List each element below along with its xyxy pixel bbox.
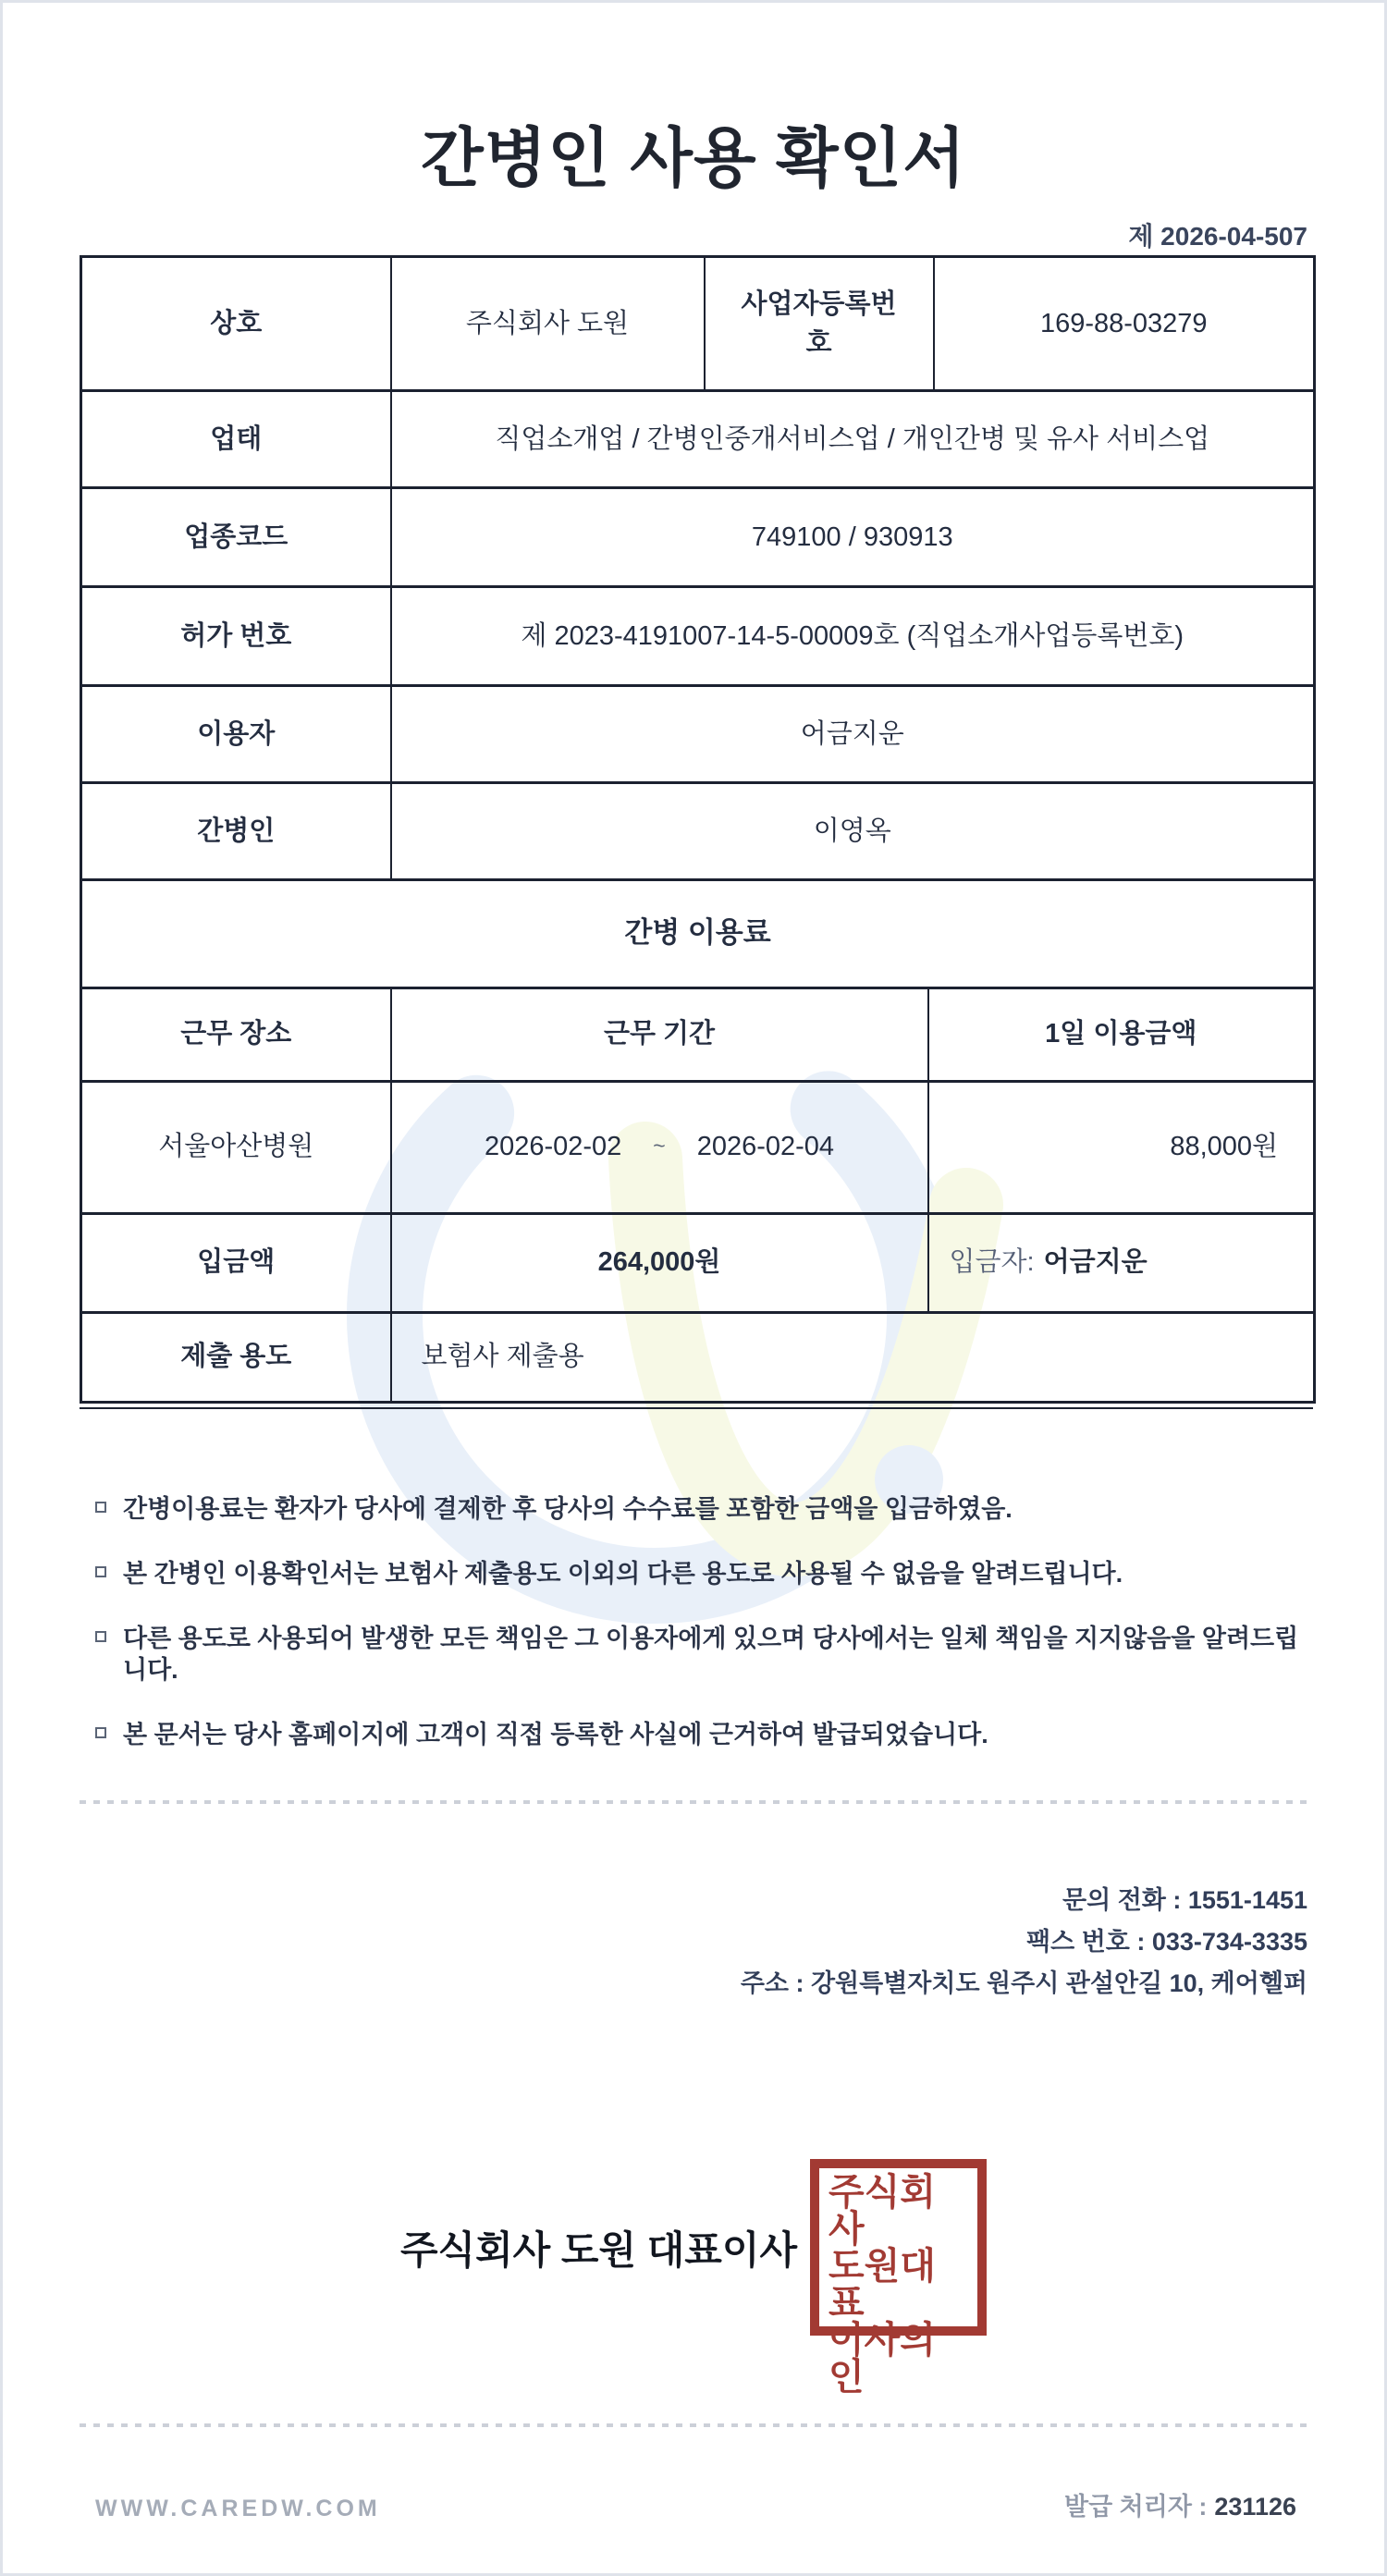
daily-fee-header: 1일 이용금액 bbox=[928, 987, 1315, 1081]
company-name-value: 주식회사 도원 bbox=[391, 257, 705, 391]
ceo-signature-text: 주식회사 도원 대표이사 bbox=[399, 2227, 798, 2272]
business-type-value: 직업소개업 / 간병인중개서비스업 / 개인간병 및 유사 서비스업 bbox=[391, 391, 1315, 488]
table-row bbox=[81, 1213, 1315, 1312]
issuer-info bbox=[1064, 2486, 1296, 2522]
stamp-text-row: 주식회사 bbox=[829, 2172, 936, 2250]
table-row bbox=[81, 686, 1315, 783]
dotted-divider-bottom bbox=[80, 2423, 1307, 2427]
note-text: 다른 용도로 사용되어 발생한 모든 책임은 그 이용자에게 있으며 당사에서는 일체 책임을 지지않음을 알려드립니다. bbox=[123, 1625, 1299, 1684]
square-bullet-icon bbox=[95, 1502, 106, 1513]
contact-phone: 문의 전화 : 1551-1451 bbox=[1062, 1886, 1307, 1914]
table-row bbox=[81, 1312, 1315, 1402]
business-code-label: 업종코드 bbox=[81, 488, 391, 587]
purpose-value: 보험사 제출용 bbox=[391, 1312, 1315, 1402]
company-name-label: 상호 bbox=[81, 257, 391, 391]
document-content bbox=[3, 3, 1384, 2573]
notes-list bbox=[95, 1493, 1307, 1784]
table-row bbox=[81, 987, 1315, 1081]
certificate-tables bbox=[80, 255, 1313, 1409]
document-number: 제 2026-04-507 bbox=[1128, 222, 1307, 251]
license-no-value: 제 2023-4191007-14-5-00009호 (직업소개사업등록번호) bbox=[391, 587, 1315, 686]
table-row bbox=[81, 783, 1315, 880]
business-code-value: 749100 / 930913 bbox=[391, 488, 1315, 587]
square-bullet-icon bbox=[95, 1566, 106, 1577]
deposit-label: 입금액 bbox=[81, 1213, 391, 1312]
stamp-text-row: 이사의인 bbox=[829, 2320, 936, 2398]
issuer-label: 발급 처리자 : bbox=[1063, 2493, 1208, 2521]
note-text: 본 문서는 당사 홈페이지에 고객이 직접 등록한 사실에 근거하여 발급되었습니다. bbox=[123, 1721, 988, 1748]
list-item bbox=[95, 1558, 1307, 1589]
fee-section-title: 간병 이용료 bbox=[81, 881, 1315, 987]
depositor-cell bbox=[928, 1213, 1315, 1312]
period-end: 2026-02-04 bbox=[696, 1132, 835, 1162]
period-start: 2026-02-02 bbox=[484, 1132, 622, 1162]
tilde-separator: ~ bbox=[653, 1134, 666, 1159]
contact-fax: 팩스 번호 : 033-734-3335 bbox=[1026, 1928, 1307, 1956]
square-bullet-icon bbox=[95, 1727, 106, 1738]
depositor-name: 어금지운 bbox=[1043, 1247, 1148, 1278]
fee-table bbox=[80, 881, 1316, 1404]
business-reg-no-label: 사업자등록번호 bbox=[705, 257, 934, 391]
daily-fee-value: 88,000원 bbox=[928, 1081, 1315, 1213]
work-place-value: 서울아산병원 bbox=[81, 1081, 391, 1213]
stamp-text-row: 도원대표 bbox=[829, 2246, 936, 2324]
table-row bbox=[81, 257, 1315, 391]
caregiver-value: 이영옥 bbox=[391, 783, 1315, 880]
list-item bbox=[95, 1493, 1307, 1525]
purpose-label: 제출 용도 bbox=[81, 1312, 391, 1402]
list-item bbox=[95, 1719, 1307, 1750]
contact-address: 주소 : 강원특별자치도 원주시 관설안길 10, 케어헬퍼 bbox=[740, 1969, 1307, 1997]
deposit-value: 264,000원 bbox=[391, 1213, 928, 1312]
note-text: 본 간병인 이용확인서는 보험사 제출용도 이외의 다른 용도로 사용될 수 없음을 알려드립니다. bbox=[123, 1560, 1123, 1588]
depositor-label: 입금자: bbox=[949, 1247, 1035, 1278]
square-bullet-icon bbox=[95, 1631, 106, 1642]
note-text: 간병이용료는 환자가 당사에 결제한 후 당사의 수수료를 포함한 금액을 입금하였음. bbox=[123, 1495, 1013, 1523]
table-bottom-rule bbox=[80, 1407, 1313, 1409]
work-period-header: 근무 기간 bbox=[391, 987, 928, 1081]
table-row bbox=[81, 587, 1315, 686]
license-no-label: 허가 번호 bbox=[81, 587, 391, 686]
work-period-value bbox=[391, 1081, 928, 1213]
website-url: WWW.CAREDW.COM bbox=[95, 2496, 381, 2521]
contact-info bbox=[741, 1880, 1307, 2005]
work-place-header: 근무 장소 bbox=[81, 987, 391, 1081]
dotted-divider-top bbox=[80, 1800, 1307, 1804]
company-info-table bbox=[80, 255, 1316, 881]
business-reg-no-value: 169-88-03279 bbox=[934, 257, 1315, 391]
corporate-seal-stamp bbox=[810, 2159, 987, 2398]
table-row bbox=[81, 1081, 1315, 1213]
page-title: 간병인 사용 확인서 bbox=[421, 122, 966, 194]
user-label: 이용자 bbox=[81, 686, 391, 783]
table-row bbox=[81, 488, 1315, 587]
issuer-value: 231126 bbox=[1214, 2493, 1296, 2521]
table-row bbox=[81, 881, 1315, 987]
list-item bbox=[95, 1623, 1307, 1686]
business-type-label: 업태 bbox=[81, 391, 391, 488]
caregiver-label: 간병인 bbox=[81, 783, 391, 880]
signature-block bbox=[3, 2157, 1384, 2398]
table-row bbox=[81, 391, 1315, 488]
user-value: 어금지운 bbox=[391, 686, 1315, 783]
